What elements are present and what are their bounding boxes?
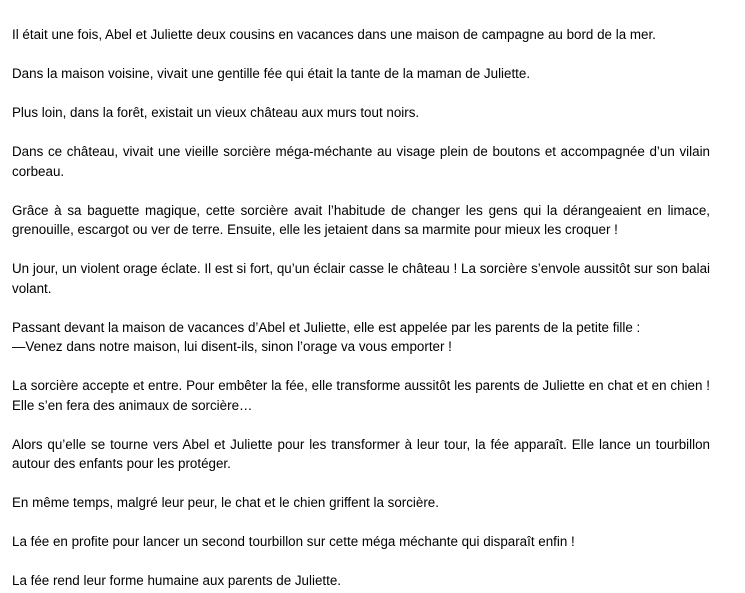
paragraph-8-line-1: La sorcière accepte et entre. Pour embêter la fée, elle transforme aussitôt les parents de Juliette en chat et en chien ! Elle s’en fera des animaux de sorcière… [12, 378, 710, 413]
paragraph-5 [12, 201, 710, 240]
paragraph-4 [12, 142, 710, 181]
paragraph-1-line-1: Il était une fois, Abel et Juliette deux cousins en vacances dans une maison de campagne au bord de la mer. [12, 27, 656, 42]
paragraph-10-line-1: En même temps, malgré leur peur, le chat et le chien griffent la sorcière. [12, 495, 439, 510]
paragraph-4-line-1: Dans ce château, vivait une vieille sorcière méga-méchante au visage plein de boutons et accompagnée d’un vilain corbeau. [12, 144, 710, 179]
paragraph-7-line-2: —Venez dans notre maison, lui disent-ils, sinon l’orage va vous emporter ! [12, 339, 452, 354]
paragraph-7 [12, 318, 710, 357]
paragraph-6-line-1: Un jour, un violent orage éclate. Il est si fort, qu’un éclair casse le château ! La sorcière s’envole aussitôt sur son balai volant. [12, 261, 710, 296]
paragraph-5-line-1: Grâce à sa baguette magique, cette sorcière avait l’habitude de changer les gens qui la dérangeaient en limace, grenouille, escargot ou ver de terre. Ensuite, elle les jetaient dans sa marmite pour mieux les croquer ! [12, 202, 710, 237]
paragraph-3 [12, 103, 710, 123]
paragraph-8 [12, 376, 710, 415]
paragraph-7-line-1: Passant devant la maison de vacances d’Abel et Juliette, elle est appelée par les parents de la petite fille : [12, 319, 641, 335]
paragraph-12 [12, 571, 710, 591]
paragraph-6 [12, 259, 710, 298]
paragraph-11-line-1: La fée en profite pour lancer un second tourbillon sur cette méga méchante qui disparaît enfin ! [12, 534, 575, 549]
paragraph-11 [12, 532, 710, 552]
paragraph-12-line-1: La fée rend leur forme humaine aux parents de Juliette. [12, 573, 342, 588]
paragraph-1 [12, 25, 710, 45]
paragraph-3-line-1: Plus loin, dans la forêt, existait un vieux château aux murs tout noirs. [12, 105, 420, 120]
paragraph-2-line-1: Dans la maison voisine, vivait une gentille fée qui était la tante de la maman de Juliette. [12, 66, 531, 81]
paragraph-2 [12, 64, 710, 84]
paragraph-9 [12, 435, 710, 474]
paragraph-10 [12, 493, 710, 513]
paragraph-9-line-1: Alors qu’elle se tourne vers Abel et Juliette pour les transformer à leur tour, la fée apparaît. Elle lance un tourbillon autour des enfants pour les protéger. [12, 436, 710, 471]
